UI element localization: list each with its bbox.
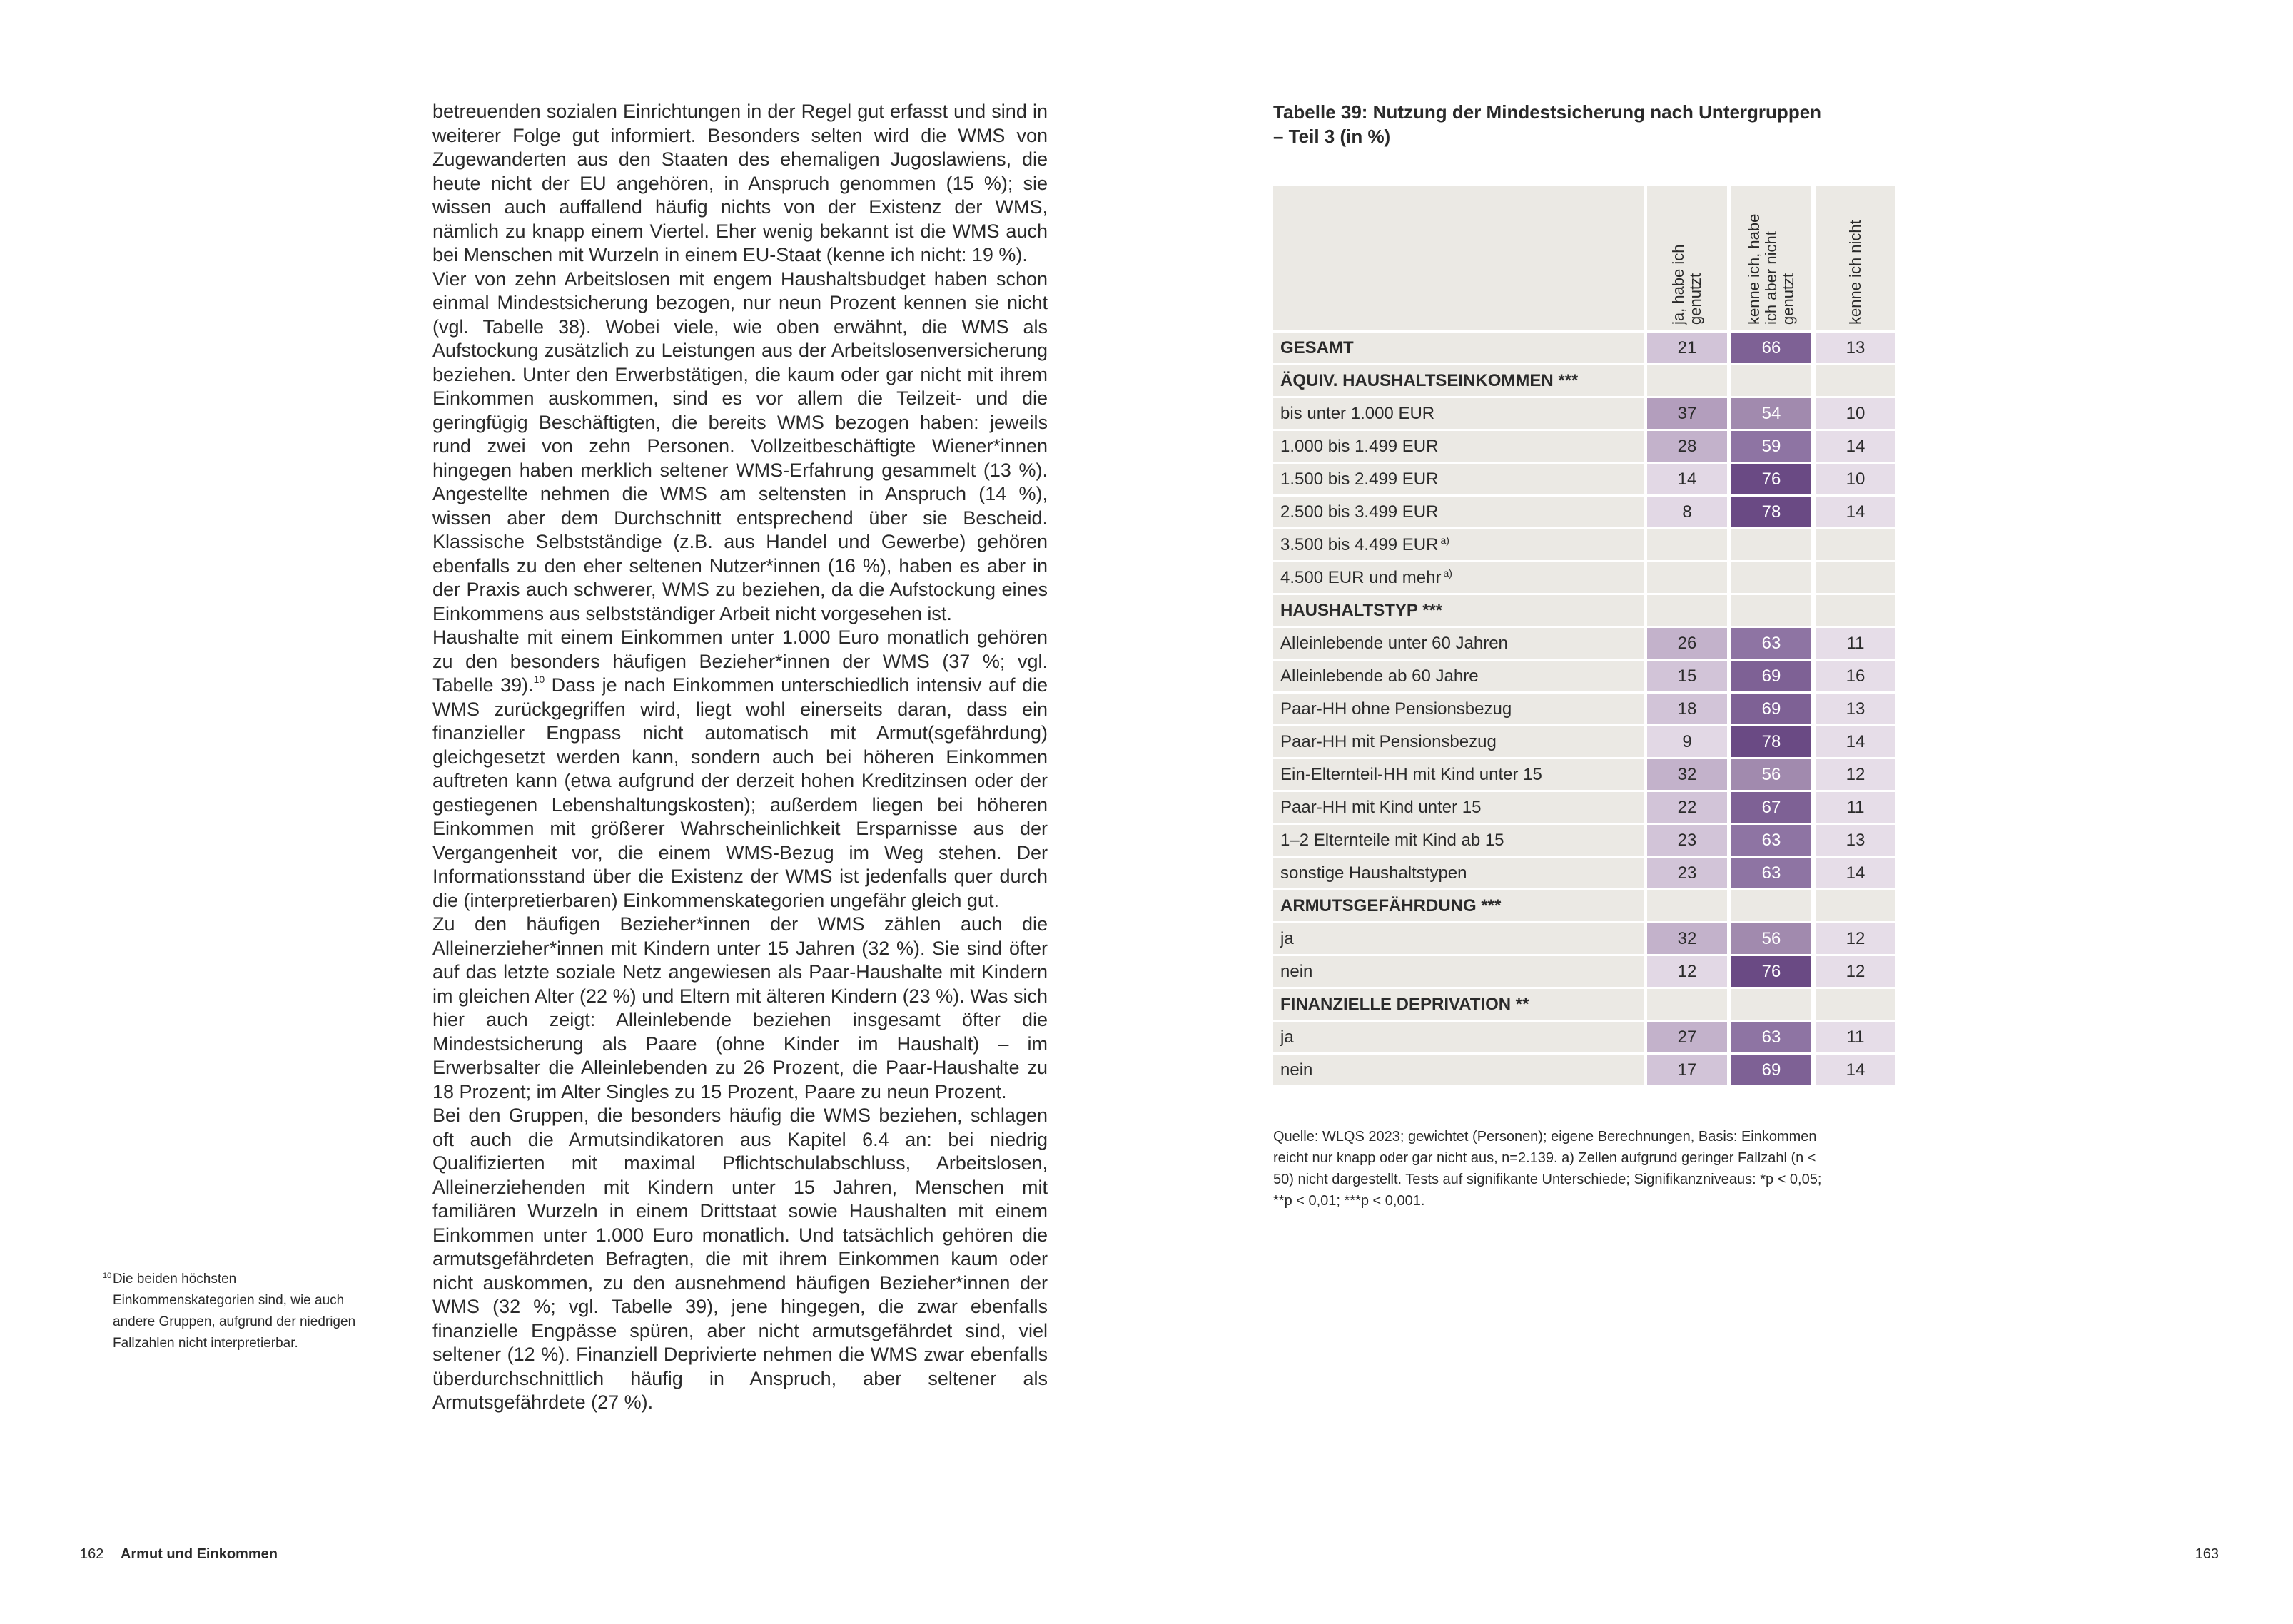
footnote-reference[interactable]: 10	[533, 674, 545, 685]
value-cell: 59	[1731, 431, 1816, 464]
value-cell: 56	[1731, 759, 1816, 792]
table-row	[1273, 628, 1895, 661]
row-label: ja	[1273, 1022, 1647, 1055]
column-header: ja, habe ich genutzt	[1647, 186, 1731, 333]
row-label: ÄQUIV. HAUSHALTSEINKOMMEN ***	[1273, 365, 1647, 398]
row-note: a)	[1440, 534, 1449, 546]
row-label: sonstige Haushaltstypen	[1273, 858, 1647, 890]
value-cell: 27	[1647, 1022, 1731, 1055]
row-label: nein	[1273, 1055, 1647, 1087]
value-cell: 63	[1731, 628, 1816, 661]
right-page	[1146, 0, 2293, 1624]
table-row	[1273, 661, 1895, 694]
footnote-text: Die beiden höchsten Einkommenskategorien sind, wie auch andere Gruppen, aufgrund der niedrigen Fallzahlen nicht interpretierbar.	[113, 1272, 356, 1351]
paragraph: Vier von zehn Arbeitslosen mit engem Haushaltsbudget haben schon einmal Mindestsicherung bezogen, nur neun Prozent kennen sie nicht (vgl. Tabelle 38). Wobei viele, wie oben erwähnt, die WMS als Aufstockung zusätzlich zu Leistungen aus der Arbeitslosenversicherung beziehen. Unter den Erwerbstätigen, die kaum oder gar nicht mit ihrem Einkommen auskommen, sind es vor allem die Teilzeit- und die geringfügig Beschäftigten, die bereits WMS bezogen haben: jeweils rund zwei von zehn Personen. Vollzeitbeschäftigte Wiener*innen hingegen haben merklich seltener WMS-Erfahrung gesammelt (13 %). Angestellte nehmen die WMS am seltensten in Anspruch (14 %), wissen aber dem Durchschnitt entsprechend über sie Bescheid. Klassische Selbstständige (z.B. aus Handel und Gewerbe) gehören ebenfalls zu den eher seltenen Nutzer*innen (16 %), haben es aber in der Praxis auch schwerer, WMS zu beziehen, da die Aufstockung eines Einkommens aus selbstständiger Arbeit nicht vorgesehen ist.	[432, 268, 1048, 624]
row-label: ja	[1273, 923, 1647, 956]
value-cell: 69	[1731, 661, 1816, 694]
value-cell: 14	[1816, 858, 1895, 890]
table-title: Tabelle 39: Nutzung der Mindestsicherung nach Untergruppen – Teil 3 (in %)	[1273, 101, 1822, 147]
row-label: Alleinlebende ab 60 Jahre	[1273, 661, 1647, 694]
value-cell	[1731, 989, 1816, 1022]
paragraph: betreuenden sozialen Einrichtungen in der Regel gut erfasst und sind in weiterer Folge gut informiert. Besonders selten wird die WMS von Zugewanderten aus den Staaten des ehemaligen Jugoslawiens, die heute nicht der EU angehören, in Anspruch genommen (15 %); sie wissen auch auffallend häufig nichts von der Existenz der WMS, nämlich zu knapp einem Viertel. Eher wenig bekannt ist die WMS auch bei Menschen mit Wurzeln in einem EU-Staat (kenne ich nicht: 19 %).	[432, 101, 1048, 265]
value-cell	[1816, 529, 1895, 562]
value-cell: 12	[1816, 759, 1895, 792]
table-row	[1273, 333, 1895, 365]
value-cell: 76	[1731, 464, 1816, 497]
table-row	[1273, 497, 1895, 529]
table-row	[1273, 694, 1895, 726]
value-cell: 63	[1731, 858, 1816, 890]
value-cell	[1731, 562, 1816, 595]
value-cell	[1647, 562, 1731, 595]
footnote-number: 10	[103, 1272, 112, 1280]
value-cell: 18	[1647, 694, 1731, 726]
value-cell: 13	[1816, 333, 1895, 365]
value-cell: 8	[1647, 497, 1731, 529]
value-cell: 32	[1647, 759, 1731, 792]
value-cell: 66	[1731, 333, 1816, 365]
value-cell: 14	[1816, 431, 1895, 464]
table-row	[1273, 431, 1895, 464]
value-cell: 11	[1816, 792, 1895, 825]
value-cell: 63	[1731, 825, 1816, 858]
data-table	[1273, 186, 1895, 1087]
value-cell	[1731, 529, 1816, 562]
value-cell	[1816, 595, 1895, 628]
row-label: Ein-Elternteil-HH mit Kind unter 15	[1273, 759, 1647, 792]
row-label: 1.000 bis 1.499 EUR	[1273, 431, 1647, 464]
row-label: Paar-HH mit Pensionsbezug	[1273, 726, 1647, 759]
value-cell: 14	[1816, 497, 1895, 529]
value-cell	[1816, 365, 1895, 398]
value-cell: 23	[1647, 858, 1731, 890]
value-cell: 11	[1816, 628, 1895, 661]
value-cell	[1816, 562, 1895, 595]
table-row	[1273, 529, 1895, 562]
value-cell: 28	[1647, 431, 1731, 464]
row-label: ARMUTSGEFÄHRDUNG ***	[1273, 890, 1647, 923]
value-cell: 78	[1731, 726, 1816, 759]
value-cell: 67	[1731, 792, 1816, 825]
value-cell: 10	[1816, 464, 1895, 497]
table-header-row	[1273, 186, 1895, 333]
row-label: 1–2 Elternteile mit Kind ab 15	[1273, 825, 1647, 858]
row-label: bis unter 1.000 EUR	[1273, 398, 1647, 431]
value-cell: 26	[1647, 628, 1731, 661]
table-row	[1273, 759, 1895, 792]
page-number: 163	[2195, 1546, 2219, 1562]
row-label: HAUSHALTSTYP ***	[1273, 595, 1647, 628]
paragraph: Zu den häufigen Bezieher*innen der WMS zählen auch die Alleinerzieher*innen mit Kindern unter 15 Jahren (32 %). Sie sind öfter auf das letzte soziale Netz angewiesen als Paar-Haushalte mit Kindern im gleichen Alter (22 %) und Eltern mit älteren Kindern (23 %). Was sich hier auch zeigt: Alleinlebende beziehen insgesamt öfter die Mindestsicherung als Paare (ohne Kinder im Haushalt) – im Erwerbsalter die Alleinlebenden zu 26 Prozent, die Paar-Haushalte zu 18 Prozent; im Alter Singles zu 15 Prozent, Paare zu neun Prozent.	[432, 913, 1048, 1102]
table-row	[1273, 464, 1895, 497]
value-cell	[1647, 890, 1731, 923]
column-header: kenne ich nicht	[1816, 186, 1895, 333]
row-label: 1.500 bis 2.499 EUR	[1273, 464, 1647, 497]
value-cell: 11	[1816, 1022, 1895, 1055]
value-cell: 17	[1647, 1055, 1731, 1087]
value-cell	[1731, 365, 1816, 398]
table-row	[1273, 858, 1895, 890]
left-page	[0, 0, 1146, 1624]
value-cell: 54	[1731, 398, 1816, 431]
value-cell: 14	[1816, 1055, 1895, 1087]
row-label: Alleinlebende unter 60 Jahren	[1273, 628, 1647, 661]
table-row	[1273, 1022, 1895, 1055]
paragraph: Bei den Gruppen, die besonders häufig die WMS beziehen, schlagen oft auch die Armutsindikatoren aus Kapitel 6.4 an: bei niedrig Qualifizierten mit maximal Pflichtschulabschluss, Arbeitslosen, Alleinerziehenden mit Kindern unter 15 Jahren, Menschen mit familiären Wurzeln in einem Drittstaat sowie Haushalten mit einem Einkommen unter 1.000 Euro monatlich. Und tatsächlich gehören die armutsgefährdeten Befragten, die mit ihrem Einkommen kaum oder nicht auskommen, zu den ausnehmend häufigen Bezieher*innen der WMS (32 %; vgl. Tabelle 39), jene hingegen, die zwar ebenfalls finanzielle Engpässe spüren, aber nicht armutsgefährdet sind, viel seltener (12 %). Finanziell Deprivierte nehmen die WMS zwar ebenfalls überdurchschnittlich häufig in Anspruch, aber seltener als Armutsgefährdete (27 %).	[432, 1105, 1048, 1413]
row-label: 4.500 EUR und mehr $^{a)}$	[1273, 562, 1647, 595]
value-cell	[1647, 989, 1731, 1022]
value-cell: 37	[1647, 398, 1731, 431]
row-label: Paar-HH mit Kind unter 15	[1273, 792, 1647, 825]
table-row	[1273, 923, 1895, 956]
paragraph-text: Haushalte mit einem Einkommen unter 1.000 Euro monatlich gehören zu den besonders häufigen Bezieher*innen der WMS (37 %; vgl. Tabelle 39).	[432, 626, 1048, 696]
value-cell: 22	[1647, 792, 1731, 825]
value-cell: 13	[1816, 694, 1895, 726]
value-cell: 32	[1647, 923, 1731, 956]
table-row	[1273, 825, 1895, 858]
value-cell	[1731, 890, 1816, 923]
value-cell: 9	[1647, 726, 1731, 759]
value-cell	[1816, 890, 1895, 923]
table-row	[1273, 398, 1895, 431]
header-corner	[1273, 186, 1647, 333]
table-row	[1273, 726, 1895, 759]
paragraph-text: Dass je nach Einkommen unterschiedlich intensiv auf die WMS zurückgegriffen wird, liegt wohl einerseits daran, dass ein finanzieller Engpass nicht automatisch mit Armut(sgefährdung) gleichgesetzt werden kann, sondern auch bei höheren Einkommen auftreten kann (etwa aufgrund der derzeit hohen Kreditzinsen oder der gestiegenen Lebenshaltungskosten); außerdem liegen bei höheren Einkommen mit größerer Wahrscheinlichkeit Ersparnisse aus der Vergangenheit vor, die einem WMS-Bezug im Weg stehen. Der Informationsstand über die Existenz der WMS ist jedenfalls quer durch die (interpretierbaren) Einkommenskategorien ungefähr gleich gut.	[432, 674, 1048, 911]
value-cell: 23	[1647, 825, 1731, 858]
column-header: kenne ich, habe ich aber nicht genutzt	[1731, 186, 1816, 333]
table-row	[1273, 792, 1895, 825]
value-cell: 69	[1731, 1055, 1816, 1087]
value-cell: 16	[1816, 661, 1895, 694]
value-cell	[1647, 595, 1731, 628]
body-text	[432, 100, 1048, 1415]
value-cell: 14	[1816, 726, 1895, 759]
value-cell: 10	[1816, 398, 1895, 431]
value-cell: 14	[1647, 464, 1731, 497]
chapter-title: Armut und Einkommen	[120, 1546, 278, 1562]
row-label: 3.500 bis 4.499 EUR $^{a)}$	[1273, 529, 1647, 562]
section-header-row	[1273, 365, 1895, 398]
page-number: 162	[80, 1546, 104, 1562]
value-cell	[1647, 365, 1731, 398]
value-cell: 56	[1731, 923, 1816, 956]
value-cell	[1647, 529, 1731, 562]
row-label: Paar-HH ohne Pensionsbezug	[1273, 694, 1647, 726]
table-body	[1273, 333, 1895, 1087]
value-cell: 12	[1816, 956, 1895, 989]
folio-left	[80, 1546, 278, 1563]
section-header-row	[1273, 989, 1895, 1022]
value-cell	[1731, 595, 1816, 628]
table-row	[1273, 956, 1895, 989]
value-cell: 12	[1647, 956, 1731, 989]
row-note: a)	[1443, 567, 1452, 579]
row-label: nein	[1273, 956, 1647, 989]
section-header-row	[1273, 890, 1895, 923]
source-note: Quelle: WLQS 2023; gewichtet (Personen); eigene Berechnungen, Basis: Einkommen reicht nur knapp oder gar nicht aus, n=2.139. a) Zellen aufgrund geringer Fallzahl (n < 50) nicht dargestellt. Tests auf signifikante Unterschiede; Signifikanzniveaus: *p < 0,05; **p < 0,01; ***p < 0,001.	[1273, 1129, 1822, 1209]
table-row	[1273, 562, 1895, 595]
table-row	[1273, 1055, 1895, 1087]
value-cell: 21	[1647, 333, 1731, 365]
row-label: GESAMT	[1273, 333, 1647, 365]
value-cell: 76	[1731, 956, 1816, 989]
footnote	[103, 1269, 370, 1354]
row-label: FINANZIELLE DEPRIVATION **	[1273, 989, 1647, 1022]
section-header-row	[1273, 595, 1895, 628]
value-cell: 13	[1816, 825, 1895, 858]
value-cell	[1816, 989, 1895, 1022]
paragraph	[432, 626, 1048, 913]
value-cell: 69	[1731, 694, 1816, 726]
value-cell: 78	[1731, 497, 1816, 529]
row-label: 2.500 bis 3.499 EUR	[1273, 497, 1647, 529]
value-cell: 15	[1647, 661, 1731, 694]
value-cell: 63	[1731, 1022, 1816, 1055]
value-cell: 12	[1816, 923, 1895, 956]
